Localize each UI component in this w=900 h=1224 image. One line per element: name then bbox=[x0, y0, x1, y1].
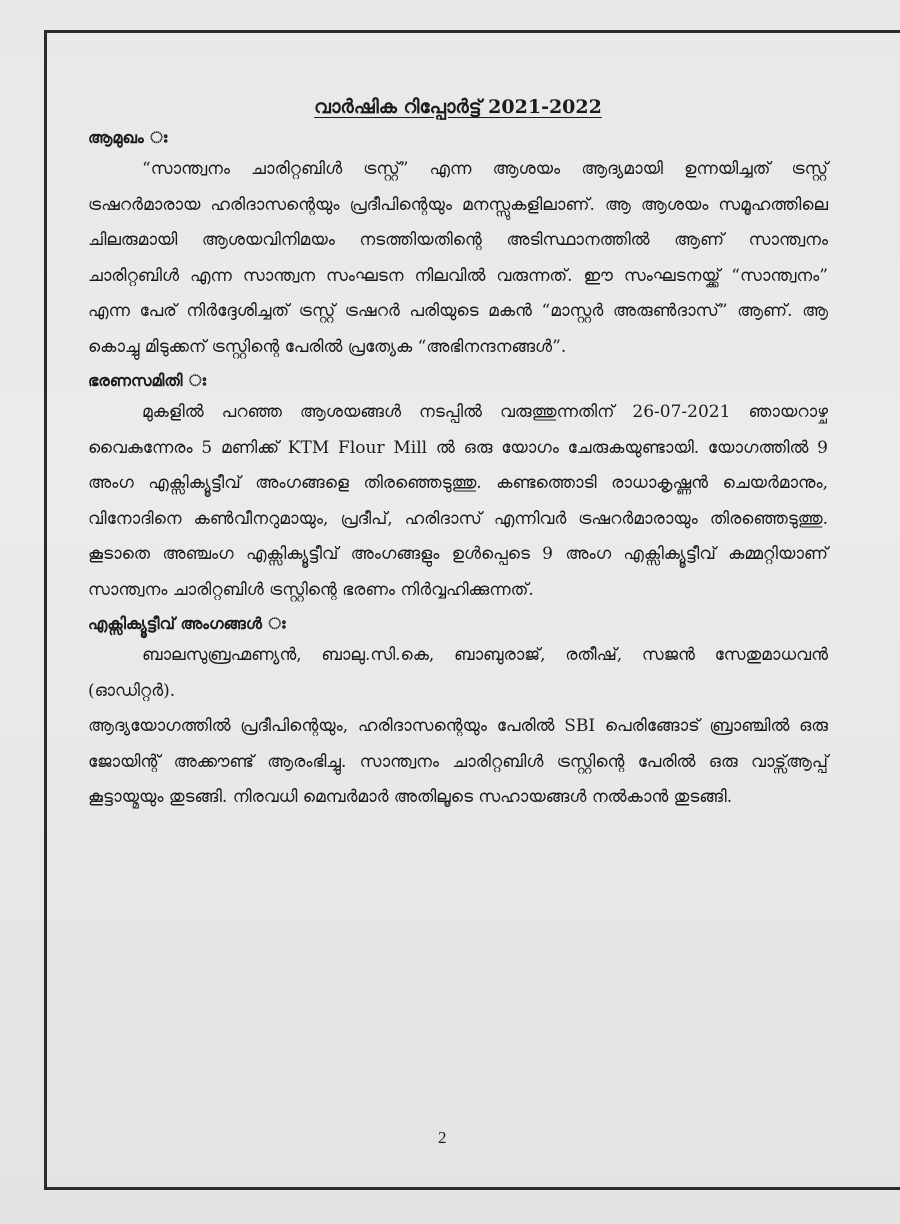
intro-paragraph: “സാന്ത്വനം ചാരിറ്റബിൾ ട്രസ്റ്റ്” എന്ന ആശയം ആദ്യമായി ഉന്നയിച്ചത് ട്രസ്റ്റ് ട്രഷറർമാരായ ഹരിദാസന്റെയും പ്രദീപിന്റെയും മനസ്സുകളിലാണ്. ആ ആശയം സമൂഹത്തിലെ ചിലരുമായി ആശയവിനിമയം നടത്തിയതിന്റെ അടിസ്ഥാനത്തിൽ ആണ് സാന്ത്വനം ചാരിറ്റബിൾ എന്ന സാന്ത്വന സംഘടന നിലവിൽ വരുന്നത്. ഈ സംഘടനയ്ക്ക് “സാന്ത്വനം” എന്ന പേര് നിർദ്ദേശിച്ചത് ട്രസ്റ്റ് ട്രഷറർ പരിയുടെ മകൻ “മാസ്റ്റർ അരുൺദാസ്” ആണ്. ആ കൊച്ചു മിടുക്കന് ട്രസ്റ്റിന്റെ പേരിൽ പ്രത്യേക “അഭിനന്ദനങ്ങൾ”. bbox=[88, 159, 828, 357]
page-number: 2 bbox=[438, 1128, 447, 1147]
governing-body-paragraph: മുകളിൽ പറഞ്ഞ ആശയങ്ങൾ നടപ്പിൽ വരുത്തുന്നതിന് 26-07-2021 ഞായറാഴ്ച വൈകുന്നേരം 5 മണിക്ക് KTM Flour Mill ൽ ഒരു യോഗം ചേരുകയുണ്ടായി. യോഗത്തിൽ 9 അംഗ എക്സിക്യൂട്ടീവ് അംഗങ്ങളെ തിരഞ്ഞെടുത്തു. കണ്ടത്തൊടി രാധാകൃഷ്ണൻ ചെയർമാനും, വിനോദിനെ കൺവീനറുമായും, പ്രദീപ്, ഹരിദാസ് എന്നിവർ ട്രഷറർമാരായും തിരഞ്ഞെടുത്തു. കൂടാതെ അഞ്ചംഗ എക്സിക്യൂട്ടീവ് അംഗങ്ങളും ഉൾപ്പെടെ 9 അംഗ എക്സിക്യൂട്ടീവ് കമ്മറ്റിയാണ് സാന്ത്വനം ചാരിറ്റബിൾ ട്രസ്റ്റിന്റെ ഭരണം നിർവ്വഹിക്കുന്നത്. bbox=[88, 402, 828, 600]
executive-members-heading: എക്സിക്യൂട്ടീവ് അംഗങ്ങൾ ഃ bbox=[88, 614, 286, 633]
report-title: വാർഷിക റിപ്പോർട്ട് 2021-2022 bbox=[314, 96, 602, 118]
governing-body-heading: ഭരണസമിതി ഃ bbox=[88, 371, 207, 390]
executive-members-paragraph: ബാലസുബ്രഹ്മണ്യൻ, ബാലു.സി.കെ, ബാബുരാജ്, രതീഷ്, സജൻ സേതുമാധവൻ (ഓഡിറ്റർ). bbox=[88, 645, 828, 701]
document-body bbox=[88, 96, 828, 816]
closing-paragraph: ആദ്യയോഗത്തിൽ പ്രദീപിന്റെയും, ഹരിദാസന്റെയും പേരിൽ SBI പെരിങ്ങോട് ബ്രാഞ്ചിൽ ഒരു ജോയിന്റ് അക്കൗണ്ട് ആരംഭിച്ചു. സാന്ത്വനം ചാരിറ്റബിൾ ട്രസ്റ്റിന്റെ പേരിൽ ഒരു വാട്സ്ആപ്പ് കൂട്ടായ്മയും തുടങ്ങി. നിരവധി മെമ്പർമാർ അതിലൂടെ സഹായങ്ങൾ നൽകാൻ തുടങ്ങി. bbox=[88, 716, 828, 807]
intro-heading: ആമുഖം ഃ bbox=[88, 128, 168, 147]
